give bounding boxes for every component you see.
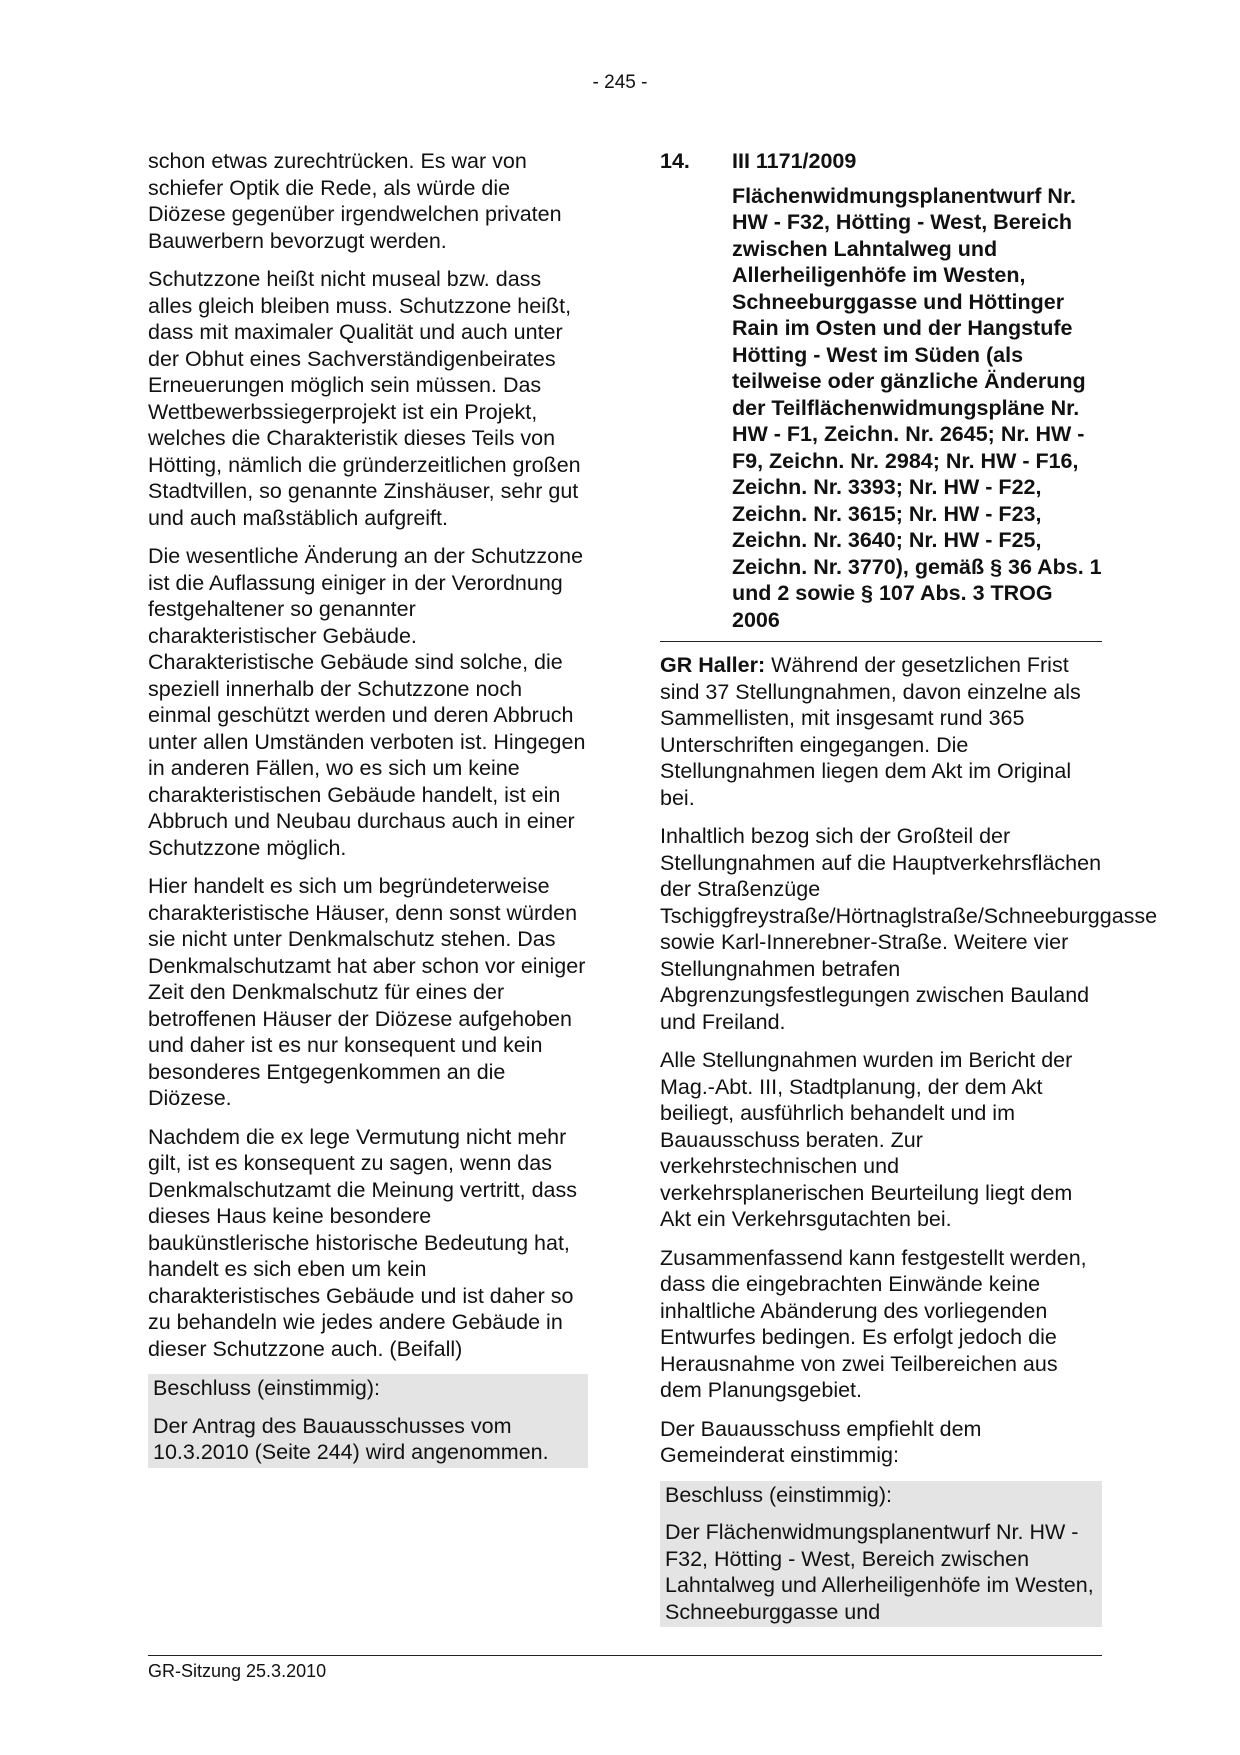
resolution-label: Beschluss (einstimmig):: [660, 1481, 1102, 1514]
agenda-number: 14.: [660, 149, 690, 173]
paragraph: Die wesentliche Änderung an der Schutzzone ist die Auflassung einiger in der Verordnung festgehaltener so genannter charakteristischer Gebäude. Charakteristische Gebäude sind solche, die speziell innerhalb der Schutzzone noch einmal geschützt werden und deren Abbruch unter allen Umständen verboten ist. Hingegen in anderen Fällen, wo es sich um keine charakteristischen Gebäude handelt, ist ein Abbruch und Neubau durchaus auch in einer Schutzzone möglich.: [148, 544, 586, 860]
resolution-text: Der Flächenwidmungsplanentwurf Nr. HW - F32, Hötting - West, Bereich zwischen Lahntalweg und Allerheiligenhöfe im Westen, Schneeburggasse und: [660, 1513, 1102, 1627]
resolution-label: Beschluss (einstimmig):: [148, 1374, 588, 1407]
footer-divider: [148, 1655, 1102, 1656]
right-column: [660, 148, 1158, 1639]
agenda-reference: III 1171/2009: [732, 149, 857, 173]
speaker-name: GR Haller:: [660, 653, 766, 677]
page-number: - 245 -: [592, 72, 648, 93]
speaker-statement: [660, 652, 1102, 811]
speaker-text: Während der gesetzlichen Frist sind 37 Stellungnahmen, davon einzelne als Sammellisten, mit insgesamt rund 365 Unterschriften eingegangen. Die Stellungnahmen liegen dem Akt im Original bei.: [660, 653, 1081, 810]
agenda-item-header: [660, 148, 1102, 175]
agenda-title: Flächenwidmungsplanentwurf Nr. HW - F32, Hötting - West, Bereich zwischen Lahntalweg und Allerheiligenhöfe im Westen, Schneeburggasse und Höttinger Rain im Osten und der Hangstufe Hötting - West im Süden (als teilweise oder gänzliche Änderung der Teilflächenwidmungspläne Nr. HW - F1, Zeichn. Nr. 2645; Nr. HW - F9, Zeichn. Nr. 2984; Nr. HW - F16, Zeichn. Nr. 3393; Nr. HW - F22, Zeichn. Nr. 3615; Nr. HW - F23, Zeichn. Nr. 3640; Nr. HW - F25, Zeichn. Nr. 3770), gemäß § 36 Abs. 1 und 2 sowie § 107 Abs. 3 TROG 2006: [732, 183, 1102, 632]
paragraph: Zusammenfassend kann festgestellt werden, dass die eingebrachten Einwände keine inhaltliche Abänderung des vorliegenden Entwurfes bedingen. Es erfolgt jedoch die Herausnahme von zwei Teilbereichen aus dem Planungsgebiet.: [660, 1245, 1087, 1402]
divider: [660, 641, 1102, 642]
left-column: [148, 148, 588, 1480]
paragraph: Inhaltlich bezog sich der Großteil der Stellungnahmen auf die Hauptverkehrsflächen der Straßenzüge Tschiggfreystraße/Hörtnaglstraße/Schneeburggasse sowie Karl-Innerebner-Straße. Weitere vier Stellungnahmen betrafen Abgrenzungsfestlegungen zwischen Bauland und Freiland.: [660, 824, 1158, 1034]
paragraph: Hier handelt es sich um begründeterweise charakteristische Häuser, denn sonst würden sie nicht unter Denkmalschutz stehen. Das Denkmalschutzamt hat aber schon vor einiger Zeit den Denkmalschutz für eines der betroffenen Häuser der Diözese aufgehoben und daher ist es nur konsequent und kein besonderes Entgegenkommen an die Diözese.: [148, 874, 586, 1110]
paragraph: schon etwas zurechtrücken. Es war von schiefer Optik die Rede, als würde die Diözese gegenüber irgendwelchen privaten Bauwerbern bevorzugt werden.: [148, 149, 562, 253]
paragraph: Nachdem die ex lege Vermutung nicht mehr gilt, ist es konsequent zu sagen, wenn das Denkmalschutzamt die Meinung vertritt, dass dieses Haus keine besondere baukünstlerische historische Bedeutung hat, handelt es sich eben um kein charakteristisches Gebäude und ist daher so zu behandeln wie jedes andere Gebäude in dieser Schutzzone auch. (Beifall): [148, 1124, 577, 1361]
paragraph: Schutzzone heißt nicht museal bzw. dass alles gleich bleiben muss. Schutzzone heißt, dass mit maximaler Qualität und auch unter der Obhut eines Sachverständigenbeirates Erneuerungen möglich sein müssen. Das Wettbewerbssiegerprojekt ist ein Projekt, welches die Charakteristik dieses Teils von Hötting, nämlich die gründerzeitlichen großen Stadtvillen, so genannte Zinshäuser, sehr gut und auch maßstäblich aufgreift.: [148, 267, 581, 530]
paragraph: Alle Stellungnahmen wurden im Bericht der Mag.-Abt. III, Stadtplanung, der dem Akt beiliegt, ausführlich behandelt und im Bauausschuss beraten. Zur verkehrstechnischen und verkehrsplanerischen Beurteilung liegt dem Akt ein Verkehrsgutachten bei.: [660, 1048, 1073, 1231]
resolution-text: Der Antrag des Bauausschusses vom 10.3.2010 (Seite 244) wird angenommen.: [148, 1407, 588, 1468]
footer: GR-Sitzung 25.3.2010: [148, 1661, 327, 1681]
paragraph: Der Bauausschuss empfiehlt dem Gemeinderat einstimmig:: [660, 1416, 982, 1467]
